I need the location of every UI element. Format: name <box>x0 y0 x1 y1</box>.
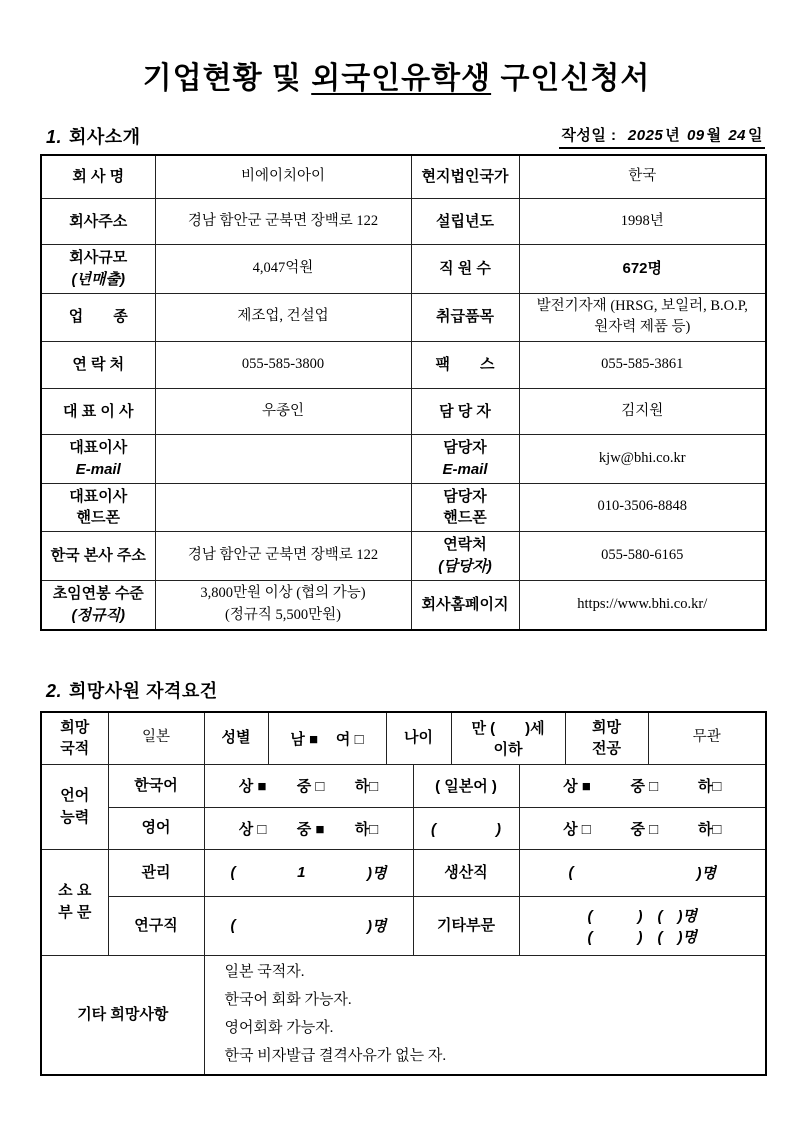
company-size-label: 회사규모 (년매출) <box>41 245 155 294</box>
section1-header <box>46 123 765 149</box>
table-row <box>41 849 766 896</box>
date-month-unit: 월 <box>706 126 722 144</box>
english-level-mid-checkbox: 중 ■ <box>296 820 325 838</box>
misc-line: 한국어 회화 가능자. <box>224 992 352 1008</box>
misc-line: 한국 비자발급 결격사유가 없는 자. <box>224 1047 447 1064</box>
creation-date <box>559 124 765 149</box>
date-year: 2025 <box>627 126 664 144</box>
english-level-low-checkbox: 하□ <box>354 820 379 838</box>
misc-line: 일본 국적자. <box>224 964 305 981</box>
industry-label: 업 종 <box>41 293 155 342</box>
table-row <box>41 764 766 807</box>
manager-email-value: kjw@bhi.co.kr <box>519 435 766 484</box>
employee-count-value: 672명 <box>519 245 766 294</box>
date-month: 09 <box>686 126 705 144</box>
title-post: 구인신청서 <box>491 62 651 95</box>
table-row <box>41 293 766 342</box>
ceo-phone-label: 대표이사 핸드폰 <box>41 483 155 532</box>
misc-requests-value <box>204 955 766 1075</box>
section2-number: 2. <box>46 681 63 701</box>
other-count-value: ( ) ( )명 ( ) ( )명 <box>519 896 766 955</box>
local-entity-country-value: 한국 <box>519 155 766 199</box>
female-checkbox: 여 □ <box>335 730 364 748</box>
fax-value: 055-585-3861 <box>519 342 766 389</box>
table-row <box>41 155 766 199</box>
management-count: 1 <box>297 864 306 881</box>
other2-level-low-checkbox: 하□ <box>697 820 722 838</box>
starting-salary-value: 3,800만원 이상 (협의 가능) (정규직 5,500만원) <box>155 580 411 630</box>
table-row <box>41 483 766 532</box>
gender-value <box>268 712 386 764</box>
table-row <box>41 245 766 294</box>
management-count-value: ( 1 )명 <box>204 849 413 896</box>
table-row <box>41 389 766 435</box>
misc-requests-label: 기타 희망사항 <box>41 955 204 1075</box>
table-row <box>41 342 766 389</box>
korean-level-high-checkbox: 상 ■ <box>238 778 267 795</box>
manager-email-label: 담당자 E-mail <box>411 435 519 484</box>
manager-value: 김지원 <box>519 389 766 435</box>
section1-heading <box>46 123 141 149</box>
korea-hq-address-label: 한국 본사 주소 <box>41 532 155 581</box>
date-label: 작성일 : <box>561 126 617 144</box>
company-name-value: 비에이치아이 <box>155 155 411 199</box>
contact-label: 연 락 처 <box>41 342 155 389</box>
other-language-level-value <box>519 764 766 807</box>
table-row <box>41 435 766 484</box>
founding-year-label: 설립년도 <box>411 199 519 245</box>
applicant-requirements-table <box>40 711 767 1076</box>
manager-phone-value: 010-3506-8848 <box>519 483 766 532</box>
language-ability-label: 언어 능력 <box>41 764 108 849</box>
ceo-email-label: 대표이사 E-mail <box>41 435 155 484</box>
date-year-unit: 년 <box>665 126 681 144</box>
ceo-value: 우종인 <box>155 389 411 435</box>
employee-count-label: 직 원 수 <box>411 245 519 294</box>
table-row <box>41 199 766 245</box>
manager-phone-label: 담당자 핸드폰 <box>411 483 519 532</box>
english-level-high-checkbox: 상 □ <box>238 820 267 838</box>
desired-major-label: 희망 전공 <box>565 712 648 764</box>
manager-label: 담 당 자 <box>411 389 519 435</box>
needed-positions-label: 소 요 부 문 <box>41 849 108 955</box>
title-pre: 기업현황 및 <box>142 62 312 95</box>
other-language-name-2: ( ) <box>413 807 519 849</box>
other-position-label: 기타부문 <box>413 896 519 955</box>
company-address-label: 회사주소 <box>41 199 155 245</box>
fax-label: 팩 스 <box>411 342 519 389</box>
korean-level-value <box>204 764 413 807</box>
other2-level-mid-checkbox: 중 □ <box>630 820 659 838</box>
products-label: 취급품목 <box>411 293 519 342</box>
korean-level-mid-checkbox: 중 □ <box>296 778 325 795</box>
industry-value: 제조업, 건설업 <box>155 293 411 342</box>
ceo-email-value <box>155 435 411 484</box>
desired-nationality-value: 일본 <box>108 712 204 764</box>
other2-level-high-checkbox: 상 □ <box>563 820 591 838</box>
english-level-value <box>204 807 413 849</box>
other-language-level-value-2 <box>519 807 766 849</box>
manager-contact-value: 055-580-6165 <box>519 532 766 581</box>
date-day-unit: 일 <box>748 126 763 144</box>
manager-contact-label: 연락처 (담당자) <box>411 532 519 581</box>
age-label: 나이 <box>386 712 451 764</box>
products-value: 발전기자재 (HRSG, 보일러, B.O.P, 원자력 제품 등) <box>519 293 766 342</box>
age-limit-value: 만 ( )세 이하 <box>451 712 565 764</box>
misc-line: 영어회화 가능자. <box>224 1019 334 1036</box>
korean-language-label: 한국어 <box>108 764 204 807</box>
ceo-label: 대 표 이 사 <box>41 389 155 435</box>
gender-label: 성별 <box>204 712 268 764</box>
date-day: 24 <box>728 126 746 144</box>
desired-nationality-label: 희망 국적 <box>41 712 108 764</box>
company-address-value: 경남 함안군 군북면 장백로 122 <box>155 199 411 245</box>
table-row <box>41 712 766 764</box>
korean-level-low-checkbox: 하□ <box>354 778 379 795</box>
company-info-table <box>40 154 767 632</box>
local-entity-country-label: 현지법인국가 <box>411 155 519 199</box>
korea-hq-address-value: 경남 함안군 군북면 장백로 122 <box>155 532 411 581</box>
annual-revenue-value: 4,047억원 <box>155 245 411 294</box>
other-language-name: ( 일본어 ) <box>413 764 519 807</box>
section1-title: 회사소개 <box>69 126 141 147</box>
desired-major-value: 무관 <box>648 712 766 764</box>
starting-salary-label: 초임연봉 수준 (정규직) <box>41 580 155 630</box>
contact-value: 055-585-3800 <box>155 342 411 389</box>
research-position-label: 연구직 <box>108 896 204 955</box>
page-title <box>0 0 793 97</box>
ceo-phone-value <box>155 483 411 532</box>
production-position-label: 생산직 <box>413 849 519 896</box>
section2-title: 희망사원 자격요건 <box>69 681 218 701</box>
other-level-low-checkbox: 하□ <box>697 778 722 795</box>
title-underlined: 외국인유학생 <box>311 62 492 95</box>
table-row <box>41 807 766 849</box>
website-label: 회사홈페이지 <box>411 580 519 630</box>
founding-year-value: 1998년 <box>519 199 766 245</box>
management-position-label: 관리 <box>108 849 204 896</box>
table-row <box>41 532 766 581</box>
table-row <box>41 896 766 955</box>
section2-heading <box>46 677 793 703</box>
table-row <box>41 580 766 630</box>
table-row <box>41 955 766 1075</box>
male-checkbox: 남 ■ <box>290 730 319 748</box>
other-level-high-checkbox: 상 ■ <box>563 778 591 795</box>
research-count-value: ( )명 <box>204 896 413 955</box>
section1-number: 1. <box>46 126 63 147</box>
company-name-label: 회 사 명 <box>41 155 155 199</box>
other-level-mid-checkbox: 중 □ <box>630 778 659 795</box>
production-count-value: ( )명 <box>519 849 766 896</box>
website-value: https://www.bhi.co.kr/ <box>519 580 766 630</box>
english-language-label: 영어 <box>108 807 204 849</box>
